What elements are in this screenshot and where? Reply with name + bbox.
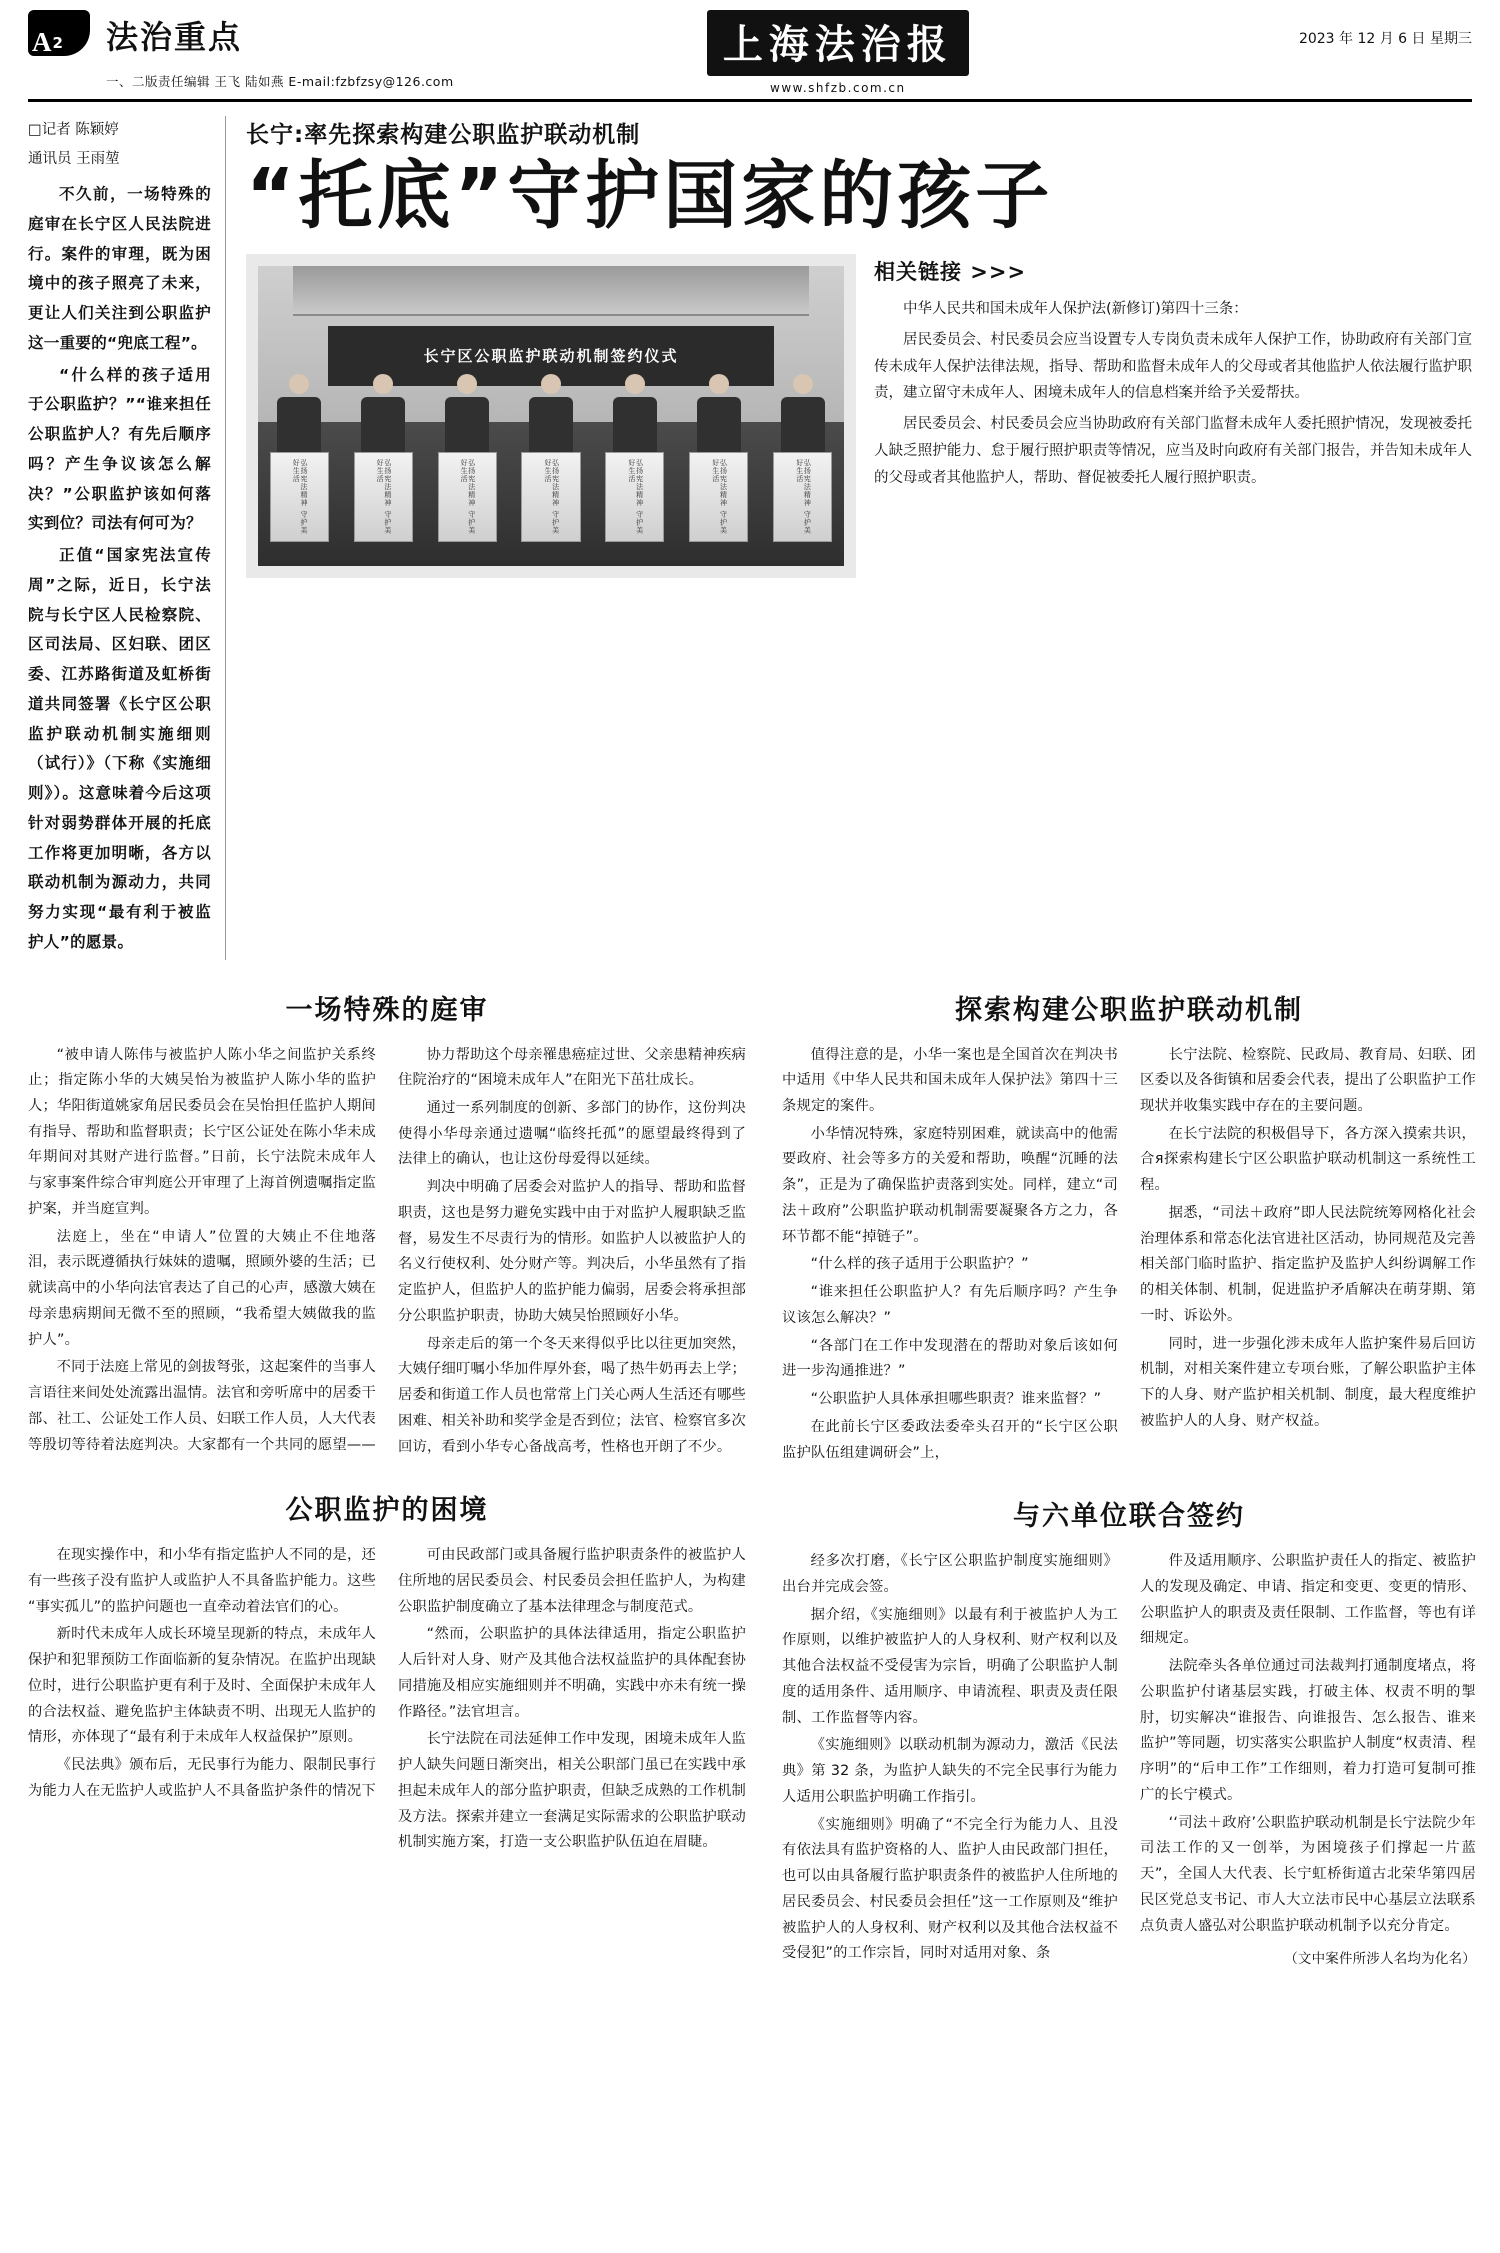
paragraph: 法院牵头各单位通过司法裁判打通制度堵点，将公职监护付诸基层实践，打破主体、权责不明的掣肘，切实解决“谁报告、向谁报告、怎么报告、谁来监护”等同题，切实落实公职监护人制度“权责清、程序明”的“后申工作”工作细则，着力打造可复制可推广的长宁模式。 <box>1140 1658 1476 1803</box>
photo-podium <box>773 452 832 542</box>
related-links-paragraph: 居民委员会、村民委员会应当协助政府有关部门监督未成年人委托照护情况，发现被委托人缺乏照护能力、怠于履行照护职责等情况，应当及时向政府有关部门报告，并告知未成年人的父母或者其他监护人，帮助、督促被委托人履行照护职责。 <box>874 416 1472 486</box>
section-3-col-2 <box>1140 1043 1476 1469</box>
section-3-col-1 <box>782 1043 1118 1469</box>
photo-podium <box>521 452 580 542</box>
media-row <box>246 254 1472 578</box>
section-4-columns <box>782 1549 1476 1971</box>
lead-column <box>28 116 226 960</box>
paragraph: 据悉，“司法＋政府”即人民法院统筹网格化社会治理体系和常态化法官进社区活动，协同规范及完善相关部门临时监护、指定监护及监护人纠纷调解工作的相关体制、机制，促进监护矛盾解决在萌芽期、第一时、诉讼外。 <box>1140 1204 1476 1324</box>
paper-name: 上海法治报 <box>707 10 969 76</box>
section-2-columns <box>28 1543 746 1858</box>
photo-podium-label: 弘扬宪法精神 守护美好生活 <box>711 458 728 535</box>
paragraph: 《实施细则》明确了“不完全行为能力人、且没有依法具有监护资格的人、监护人由民政部门担任，也可以由具备履行监护职责条件的被监护人住所地的居民委员会、村民委员会担任”这一工作原则及“维护被监护人的人身权利、财产权利以及其他合法权益不受侵犯”的工作宗旨，同时对适用对象、条 <box>782 1816 1118 1962</box>
section-1-col-1 <box>28 1043 376 1463</box>
masthead-center <box>454 10 1222 95</box>
page-badge <box>28 10 90 56</box>
photo-frame <box>246 254 856 578</box>
masthead <box>28 10 1472 102</box>
byline-correspondent: 通讯员 王雨堃 <box>28 151 120 167</box>
related-links-box <box>874 254 1472 578</box>
paragraph: “被申请人陈伟与被监护人陈小华之间监护关系终止；指定陈小华的大姨吴怡为被监护人陈小华的监护人；华阳街道姚家角居民委员会在吴怡担任监护人期间有指导、帮助和监督职责；长宁区公证处在陈小华未成年期间对其财产进行监督。”日前，长宁法院未成年人与家事案件综合审判庭公开审理了上海首例遗嘱指定监护案，并当庭宣判。 <box>28 1046 376 1217</box>
article-body <box>28 986 1476 1972</box>
paragraph-quote: “谁来担任公职监护人？有先后顺序吗？产生争议该怎么解决？” <box>782 1284 1118 1326</box>
section-1-col-2 <box>398 1043 746 1463</box>
section-2-col-2 <box>398 1543 746 1858</box>
section-4-col-2 <box>1140 1549 1476 1971</box>
ceremony-photo <box>258 266 844 566</box>
photo-person-head <box>625 374 645 394</box>
photo-podium-label: 弘扬宪法精神 守护美好生活 <box>795 458 812 535</box>
section-4-col-1 <box>782 1549 1118 1971</box>
photo-screen-text: 长宁区公职监护联动机制签约仪式 <box>423 347 679 366</box>
lead-paragraph: “什么样的孩子适用于公职监护？”“谁来担任公职监护人？有先后顺序吗？产生争议该怎么解决？”公职监护该如何落实到位？司法有何可为？ <box>28 365 211 533</box>
photo-podium <box>270 452 329 542</box>
paragraph: 在长宁法院的积极倡导下，各方深入摸索共识，合я探索构建长宁区公职监护联动机制这一系统性工程。 <box>1140 1125 1476 1194</box>
paragraph: 经多次打磨，《长宁区公职监护制度实施细则》出台并完成会签。 <box>782 1553 1118 1595</box>
photo-podium <box>354 452 413 542</box>
lead-paragraph: 不久前，一场特殊的庭审在长宁区人民法院进行。案件的审理，既为困境中的孩子照亮了未来，更让人们关注到公职监护这一重要的“兜底工程”。 <box>28 185 211 352</box>
paragraph-quote: “什么样的孩子适用于公职监护？” <box>810 1256 1029 1273</box>
article-band-left <box>28 986 768 1972</box>
photo-person-head <box>709 374 729 394</box>
paragraph: ‘‘司法＋政府’公职监护联动机制是长宁法院少年司法工作的又一创举，为困境孩子们撑起一片蓝天”，全国人大代表、长宁虹桥街道古北荣华第四居民区党总支书记、市人大立法市民中心基层立法联系点负责人盛弘对公职监护联动机制予以充分肯定。 <box>1140 1814 1476 1934</box>
section-3-columns <box>782 1043 1476 1469</box>
photo-podium <box>689 452 748 542</box>
top-area <box>28 116 1472 960</box>
issue-date: 2023 年 12 月 6 日 星期三 <box>1298 31 1472 47</box>
related-links-paragraph: 居民委员会、村民委员会应当设置专人专岗负责未成年人保护工作，协助政府有关部门宣传未成年人保护法律法规，指导、帮助和监督未成年人的父母或者其他监护人依法履行监护职责，建立留守未成年人、困境未成年人的信息档案并给予关爱帮扶。 <box>874 331 1472 402</box>
headline-area <box>226 116 1472 960</box>
paragraph: 在现实操作中，和小华有指定监护人不同的是，还有一些孩子没有监护人或监护人不具备监护能力。这些“事实孤儿”的监护问题也一直牵动着法官们的心。 <box>28 1547 376 1615</box>
lead-text <box>28 180 211 958</box>
section-editors: 一、二版责任编辑 王飞 陆如燕 E-mail:fzbfzsy@126.com <box>106 74 454 89</box>
masthead-left <box>106 10 454 90</box>
paragraph: 法庭上，坐在“申请人”位置的大姨止不住地落泪，表示既遵循执行妹妹的遗嘱，照顾外婆的生活；已就读高中的小华向法官表达了自己的心声，感激大姨在母亲患病期间无微不至的照顾，“我希望大姨做我的监护人”。 <box>28 1228 376 1348</box>
paragraph: 据介绍，《实施细则》以最有利于被监护人为工作原则，以维护被监护人的人身权利、财产权利以及其他合法权益不受侵害为宗旨，明确了公职监护人制度的适用条件、适用顺序、申请流程、职责及责任限制、工作监督等内容。 <box>782 1606 1118 1726</box>
section-heading-4: 与六单位联合签约 <box>1013 1501 1245 1533</box>
paragraph: 件及适用顺序、公职监护责任人的指定、被监护人的发现及确定、申请、指定和变更、变更的情形、公职监护人的职责及责任限制、工作监督，等也有详细规定。 <box>1140 1553 1476 1647</box>
photo-person-head <box>793 374 813 394</box>
photo-podium-label: 弘扬宪法精神 守护美好生活 <box>543 458 560 535</box>
section-heading-2: 公职监护的困境 <box>285 1495 489 1527</box>
photo-podium-label: 弘扬宪法精神 守护美好生活 <box>460 458 476 535</box>
paper-url: www.shfzb.com.cn <box>770 81 906 95</box>
photo-person-head <box>541 374 561 394</box>
paragraph: 通过一系列制度的创新、多部门的协作，这份判决使得小华母亲通过遗嘱“临终托孤”的愿望最终得到了法律上的确认，也让这份母爱得以延续。 <box>398 1099 746 1168</box>
photo-podium-label: 弘扬宪法精神 守护美好生活 <box>292 458 308 535</box>
kicker: 长宁:率先探索构建公职监护联动机制 <box>246 122 641 148</box>
paragraph: 协力帮助这个母亲罹患癌症过世、父亲患精神疾病住院治疗的“困境未成年人”在阳光下茁壮成长。 <box>398 1046 746 1089</box>
section-1-columns <box>28 1043 746 1463</box>
paragraph: 母亲走后的第一个冬天来得似乎比以往更加突然，大姨仔细叮嘱小华加件厚外套，喝了热牛奶再去上学；居委和街道工作人员也常常上门关心两人生活还有哪些困难、相关补助和奖学金是否到位；法官、检察官多次回访，看到小华专心备战高考，性格也开朗了不少。 <box>398 1335 746 1455</box>
article-band-right <box>768 986 1476 1972</box>
byline <box>28 116 211 174</box>
page-folio <box>28 10 106 56</box>
related-links-title: 相关链接 >>> <box>874 259 1027 284</box>
paragraph: 长宁法院在司法延伸工作中发现，困境未成年人监护人缺失问题日渐突出，相关公职部门虽已在实践中承担起未成年人的部分监护职责，但缺乏成熟的工作机制及方法。探索并建立一套满足实际需求的公职监护联动机制实施方案，打造一支公职监护队伍迫在眉睫。 <box>398 1731 746 1851</box>
page-badge-number: 2 <box>52 34 63 52</box>
paragraph: 《实施细则》以联动机制为源动力，激活《民法典》第 32 条，为监护人缺失的不完全民事行为能力人适用公职监护明确工作指引。 <box>782 1737 1118 1805</box>
paragraph-quote: “各部门在工作中发现潜在的帮助对象后该如何进一步沟通推进？” <box>782 1337 1118 1380</box>
paragraph: 同时，进一步强化涉未成年人监护案件易后回访机制，对相关案件建立专项台账，了解公职监护主体下的人身、财产监护相关机制、制度，最大程度维护被监护人的人身、财产权益。 <box>1140 1335 1476 1429</box>
footer-note: （文中案件所涉人名均为化名） <box>1284 1951 1476 1968</box>
photo-podium-label: 弘扬宪法精神 守护美好生活 <box>627 458 644 535</box>
photo-person-head <box>457 374 477 394</box>
photo-podium <box>605 452 664 542</box>
paragraph: 《民法典》颁布后，无民事行为能力、限制民事行为能力人在无监护人或监护人不具备监护条件的情况下 <box>28 1757 376 1799</box>
paragraph: 在此前长宁区委政法委牵头召开的“长宁区公职监护队伍组建调研会”上， <box>782 1418 1118 1461</box>
photo-podium <box>438 452 497 542</box>
photo-ceiling <box>293 266 809 316</box>
photo-podium-label: 弘扬宪法精神 守护美好生活 <box>376 458 392 535</box>
section-heading-3: 探索构建公职监护联动机制 <box>955 994 1303 1026</box>
lead-paragraph: 正值“国家宪法宣传周”之际，近日，长宁法院与长宁区人民检察院、区司法局、区妇联、团区委、江苏路街道及虹桥街道共同签署《长宁区公职监护联动机制实施细则（试行）》（下称《实施细则》）。这意味着今后这项针对弱势群体开展的托底工作将更加明晰，各方以联动机制为源动力，共同努力实现“最有利于被监护人”的愿景。 <box>28 546 211 951</box>
paragraph: 长宁法院、检察院、民政局、教育局、妇联、团区委以及各街镇和居委会代表，提出了公职监护工作现状并收集实践中存在的主要问题。 <box>1140 1046 1476 1114</box>
paragraph: 小华情况特殊，家庭特别困难，就读高中的他需要政府、社会等多方的关爱和帮助，唤醒“沉睡的法条”，正是为了确保监护责落到实处。同样，建立“司法＋政府”公职监护联动机制需要凝聚各方之力，各环节都不能“掉链子”。 <box>782 1125 1118 1245</box>
photo-person-head <box>289 374 309 394</box>
paragraph-quote: “公职监护人具体承担哪些职责？谁来监督？” <box>810 1391 1102 1408</box>
page-badge-letter: A <box>32 27 52 58</box>
paragraph: 新时代未成年人成长环境呈现新的特点，未成年人保护和犯罪预防工作面临新的复杂情况。在监护出现缺位时，进行公职监护更有利于及时、全面保护未成年人的合法权益、避免监护主体缺责不明、出现无人监护的情形，亦体现了“最有利于未成年人权益保护”原则。 <box>28 1626 376 1746</box>
photo-podiums <box>270 452 833 542</box>
section-title: 法治重点 <box>106 18 243 56</box>
section-2-col-1 <box>28 1543 376 1858</box>
page-title: “托底”守护国家的孩子 <box>246 153 1054 239</box>
paragraph: 判决中明确了居委会对监护人的指导、帮助和监督职责，这也是努力避免实践中由于对监护人履职缺乏监督，易发生不尽责行为的情形。如监护人以被监护人的名义行使权利、处分财产等。判决后，小华虽然有了指定监护人，但监护人的监护能力偏弱，居委会将承担部分公职监护职责，协助大姨吴怡照顾好小华。 <box>398 1179 746 1324</box>
paragraph: “然而，公职监护的具体法律适用，指定公职监护人后针对人身、财产及其他合法权益监护的具体配套协同措施及相应实施细则并不明确，实践中亦未有统一操作路径。”法官坦言。 <box>398 1626 746 1720</box>
related-links-paragraph: 中华人民共和国未成年人保护法(新修订)第四十三条： <box>903 300 1248 317</box>
paragraph: 可由民政部门或具备履行监护职责条件的被监护人住所地的居民委员会、村民委员会担任监护人，为构建公职监护制度确立了基本法律理念与制度范式。 <box>398 1547 746 1615</box>
byline-reporter: □记者 陈颖婷 <box>28 122 119 138</box>
paragraph: 值得注意的是，小华一案也是全国首次在判决书中适用《中华人民共和国未成年人保护法》第四十三条规定的案件。 <box>782 1046 1118 1114</box>
paragraph: 不同于法庭上常见的剑拔弩张，这起案件的当事人言语往来间处处流露出温情。法官和旁听席中的居委干部、社工、公证处工作人员、妇联工作人员，人大代表等殷切等待着法庭判决。大家都有一个共同的愿望—— <box>28 1359 376 1453</box>
photo-person-head <box>373 374 393 394</box>
section-heading-1: 一场特殊的庭审 <box>285 994 489 1026</box>
